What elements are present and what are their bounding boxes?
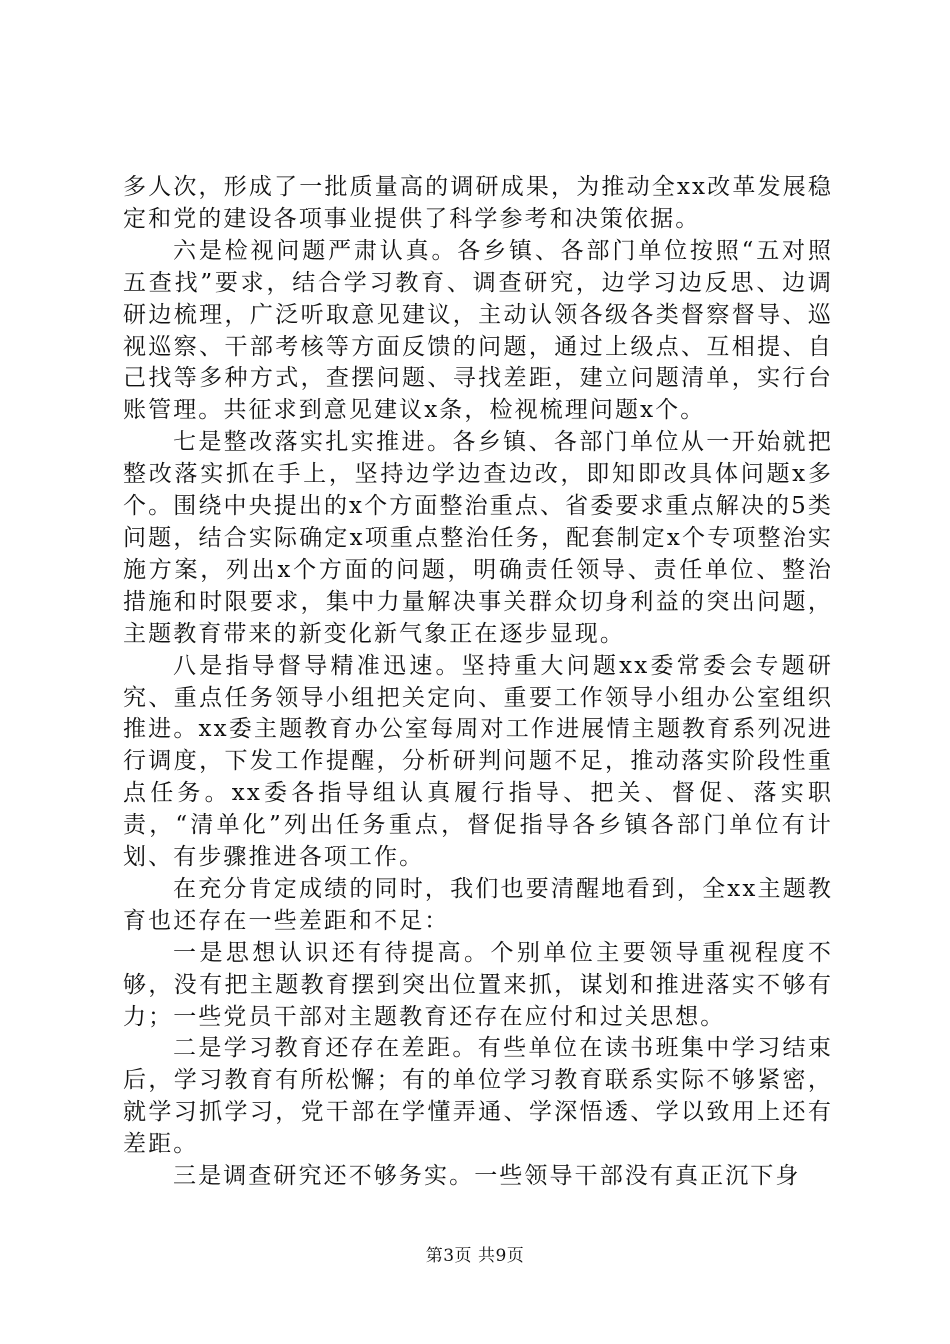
paragraph-7: 二是学习教育还存在差距。有些单位在读书班集中学习结束后，学习教育有所松懈；有的单位学习教育联系实际不够紧密，就学习抓学习，党干部在学懂弄通、学深悟透、学以致用上还有差距。 [123, 1035, 833, 1158]
page-footer: 第3页 共9页 [425, 1246, 525, 1266]
paragraph-2: 六是检视问题严肃认真。各乡镇、各部门单位按照“五对照五查找”要求，结合学习教育、调查研究，边学习边反思、边调研边梳理，广泛听取意见建议，主动认领各级各类督察督导、巡视巡察、干部考核等方面反馈的问题，通过上级点、互相提、自己找等多种方式，查摆问题、寻找差距，建立问题清单，实行台账管理。共征求到意见建议x条，检视梳理问题x个。 [123, 237, 833, 424]
paragraph-5: 在充分肯定成绩的同时，我们也要清醒地看到，全xx主题教育也还存在一些差距和不足： [123, 875, 833, 934]
paragraph-4: 八是指导督导精准迅速。坚持重大问题xx委常委会专题研究、重点任务领导小组把关定向、重要工作领导小组办公室组织推进。xx委主题教育办公室每周对工作进展情主题教育系列况进行调度，下发工作提醒，分析研判问题不足，推动落实阶段性重点任务。xx委各指导组认真履行指导、把关、督促、落实职责，“清单化”列出任务重点，督促指导各乡镇各部门单位有计划、有步骤推进各项工作。 [123, 652, 833, 871]
paragraph-8: 三是调查研究还不够务实。一些领导干部没有真正沉下身 [173, 1163, 801, 1190]
paragraph-1: 多人次，形成了一批质量高的调研成果，为推动全xx改革发展稳定和党的建设各项事业提供了科学参考和决策依据。 [123, 174, 833, 232]
document-body [123, 172, 833, 1193]
paragraph-3: 七是整改落实扎实推进。各乡镇、各部门单位从一开始就把整改落实抓在手上，坚持边学边查边改，即知即改具体问题x多个。围绕中央提出的x个方面整治重点、省委要求重点解决的5类问题，结合实际确定x项重点整治任务，配套制定x个专项整治实施方案，列出x个方面的问题，明确责任领导、责任单位、整治措施和时限要求，集中力量解决事关群众切身利益的突出问题，主题教育带来的新变化新气象正在逐步显现。 [123, 429, 833, 647]
paragraph-6: 一是思想认识还有待提高。个别单位主要领导重视程度不够，没有把主题教育摆到突出位置来抓，谋划和推进落实不够有力；一些党员干部对主题教育还存在应付和过关思想。 [123, 939, 833, 1030]
